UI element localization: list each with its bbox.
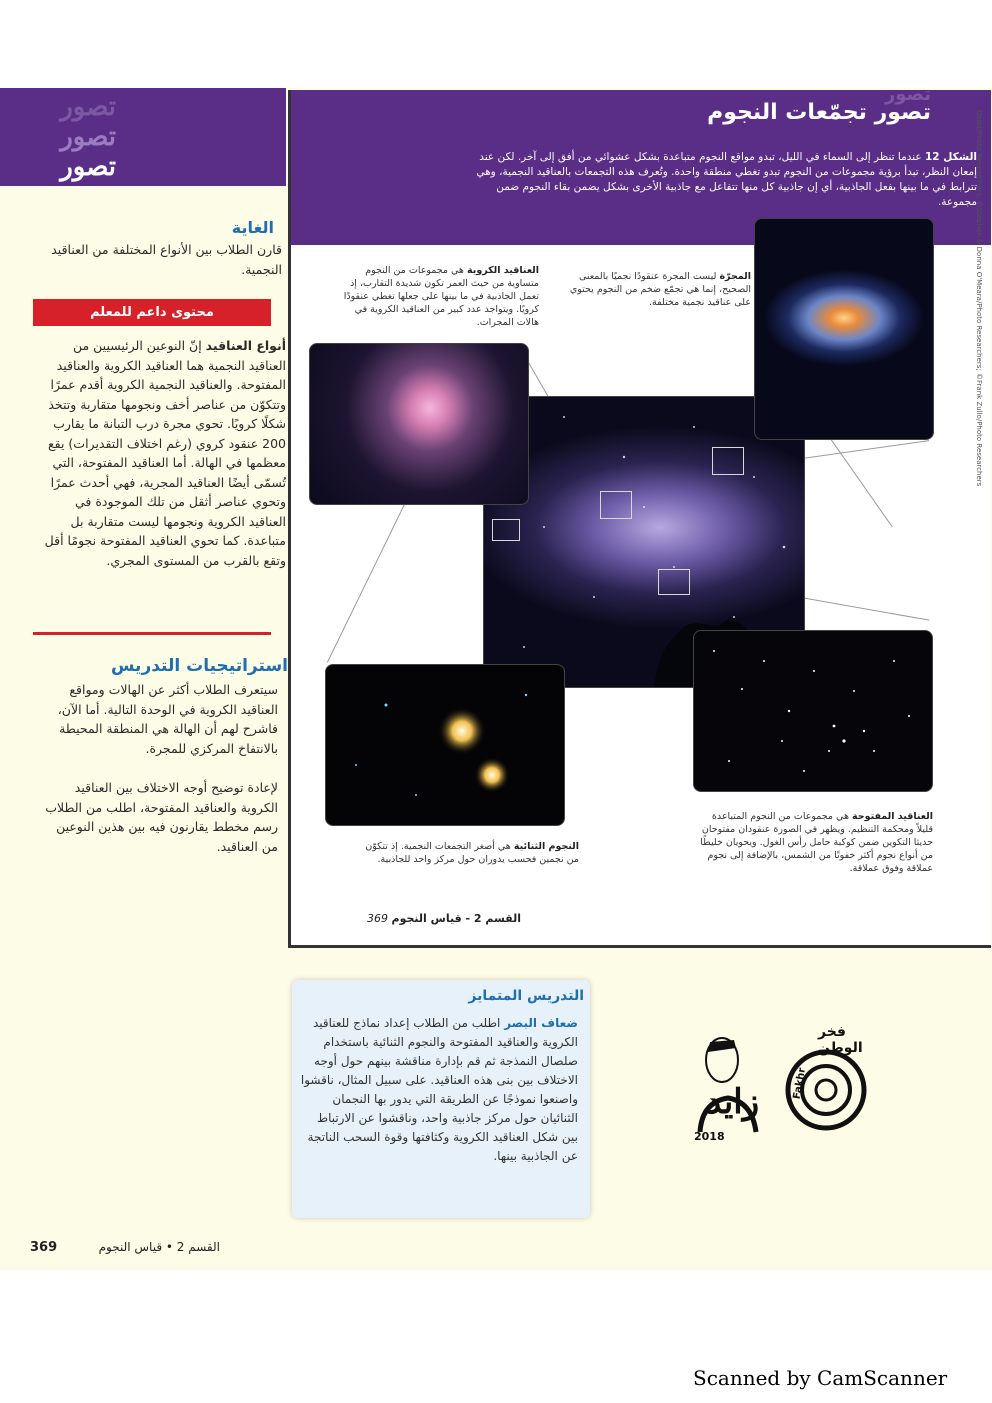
pride-logo [778,1020,878,1138]
zoom-box-open [658,569,690,595]
photo-credit-text: Dodd/Photo Researchers; ©Stephen & Donna O'Meara/Photo Researchers; ©Frank Zullo/Photo Researchers [975,110,983,487]
galaxy-photo [754,218,934,440]
photo-credit [971,110,991,970]
header-word-faded: تصور [60,92,116,122]
goal-title: الغاية [231,218,274,237]
footer-folio [30,1240,220,1255]
callout-galaxy-lead: المجرّة [719,271,751,282]
differentiated-text: اطلب من الطلاب إعداد نماذج للعناقيد الكروية والعناقيد المفتوحة والنجوم الثنائية باستخدام صلصال النمذجة ثم قم بإدارة مناقشة بينهم حول أوجه الاختلاف بين بنى هذه العناقيد. على سبيل المثال، ناقشوا واصنعوا نموذجًا عن الطريقة التي يدور بها النجمان الثنائيان حول مركز جاذبية واحد، وناقشوا عن الارتباط بين شكل العناقيد الكروية وكثافتها وقوة السحب الناتجة عن الجاذبية بينها. [300,1016,578,1163]
callout-galaxy-text: ليست المجرة عنقودًا نجميًا بالمعنى الصحيح، إنما هي تجمّع ضخم من النجوم يحتوي على عناقيد نجمية مختلفة. [569,271,751,308]
binary-star-photo [325,664,565,826]
differentiated-box [292,980,590,1218]
pride-text: فخر الوطن [818,1024,863,1056]
binary-stars [326,665,564,825]
differentiated-paragraph [298,1014,578,1166]
callout-binary [361,840,579,866]
figure-caption-text: عندما تنظر إلى السماء في الليل، تبدو مواقع النجوم متباعدة بشكل عشوائي من أفق إلى آخر. لكن عند إمعان النظر، تبدأ برؤية مجموعات من النجوم تبدو تغطي منطقة واحدة. وتُعرف هذه التجمعات بالعناقيد النجمية، وهي تترابط في ما بينها بفعل الجاذبية، أي إن جاذبية كل منها تتفاعل مع جاذبية الأخرى بشكل يضمن بقاء النجوم ضمن مجموعة. [476,151,977,208]
teacher-banner: محتوى داعم للمعلم [33,299,271,326]
footer-folio-text: القسم 2 • قياس النجوم [98,1240,220,1254]
callout-globular-lead: العناقيد الكروية [466,265,539,276]
zoom-box-binary [492,519,520,541]
cluster-types-text: إنّ النوعين الرئيسيين من العناقيد النجمية هما العناقيد الكروية والعناقيد المفتوحة. والعناقيد النجمية الكروية أقدم عمرًا وتتكوّن من عناصر أخف ونجومها متقاربة وتتخذ شكلًا كرويًا. تحوي مجرة درب التبانة ما يقارب 200 عنقود كروي (رغم اختلاف التقديرات) يقع معظمها في الهالة. أما العناقيد المفتوحة، التي تُسمّى أيضًا العناقيد المجرية، فهي أحدث عمرًا وتحوي عناصر أثقل من تلك الموجودة في العناقيد الكروية ونجومها ليست متقاربة بل متباعدة. كما تحوي العناقيد المفتوحة نجومًا أقل وتقع بالقرب من المستوى المجري. [44,338,286,568]
differentiated-lead: ضعاف البصر [504,1016,578,1030]
open-cluster-stars [694,631,932,791]
zayed-year-logo [692,1022,764,1146]
header-word-mid: تصور [60,122,116,152]
callout-open [693,810,933,875]
callout-open-lead: العناقيد المفتوحة [852,811,933,822]
page-title: تصور تجمّعات النجوم [707,100,931,125]
figure-label: الشكل 12 [925,151,977,163]
globular-cluster-photo [309,343,529,505]
zayed-text: زايد [706,1082,760,1122]
zayed-year: 2018 [694,1130,725,1143]
page-folio-text: القسم 2 - قياس النجوم [391,912,521,925]
open-cluster-photo [693,630,933,792]
callout-binary-lead: النجوم الثنائية [513,841,579,852]
connector-line [327,491,411,662]
pride-latin: Fakhr [791,1066,809,1101]
page-folio [341,912,521,925]
page-header-ghost: تصور [884,84,931,105]
footer-folio-number: 369 [30,1240,58,1255]
callout-open-text: هي مجموعات من النجوم المتباعدة قليلاً ومحكمة التنظيم. ويظهر في الصورة عنقودان مفتوحان حديثا التكوين ضمن كوكبة حامل رأس الغول. ويحويان خليطًا من أنواع نجوم أكثر خفوتًا من الشمس، بالإضافة إلى نجوم عملاقة وفوق عملاقة. [700,811,933,874]
strategies-text-2: لإعادة توضيح أوجه الاختلاف بين العناقيد الكروية والعناقيد المفتوحة، اطلب من الطلاب رسم مخطط يقارنون فيه بين هذين النوعين من العناقيد. [45,780,278,854]
zoom-box-globular [600,491,632,519]
scanner-watermark: Scanned by CamScanner [693,1366,948,1390]
strategies-text-1: سيتعرف الطلاب أكثر عن الهالات ومواقع العناقيد الكروية في الوحدة التالية. أما الآن، فاشرح لهم أن الهالة هي المنطقة المحيطة بالانتفاخ المركزي للمجرة. [57,682,278,756]
cluster-types-paragraph [34,336,286,570]
section-divider [33,632,271,635]
page-folio-number: 369 [367,912,389,925]
callout-globular [339,264,539,329]
callout-globular-text: هي مجموعات من النجوم متساوية من حيث العمر تكون شديدة التقارب، إذ تعمل الجاذبية في ما بينها على جعلها تغطي عنقودًا كرويًا. ويتواجد عدد كبير من العناقيد الكروية في هالات المجرات. [343,265,539,328]
differentiated-title: التدريس المتمايز [468,988,584,1004]
student-page [288,84,991,948]
header-word-bright: تصور [60,152,116,182]
goal-text: قارن الطلاب بين الأنواع المختلفة من العناقيد النجمية. [51,242,282,277]
zoom-box-galaxy [712,447,744,475]
callout-binary-text: هي أصغر التجمعات النجمية. إذ تتكوّن من نجمين فحسب يدوران حول مركز واحد للجاذبية. [365,841,579,865]
left-header-band [0,88,286,186]
strategies-title: استراتيجيات التدريس [111,656,288,676]
figure-caption [457,150,977,210]
callout-galaxy [561,270,751,309]
cluster-types-lead: أنواع العناقيد [205,338,286,353]
